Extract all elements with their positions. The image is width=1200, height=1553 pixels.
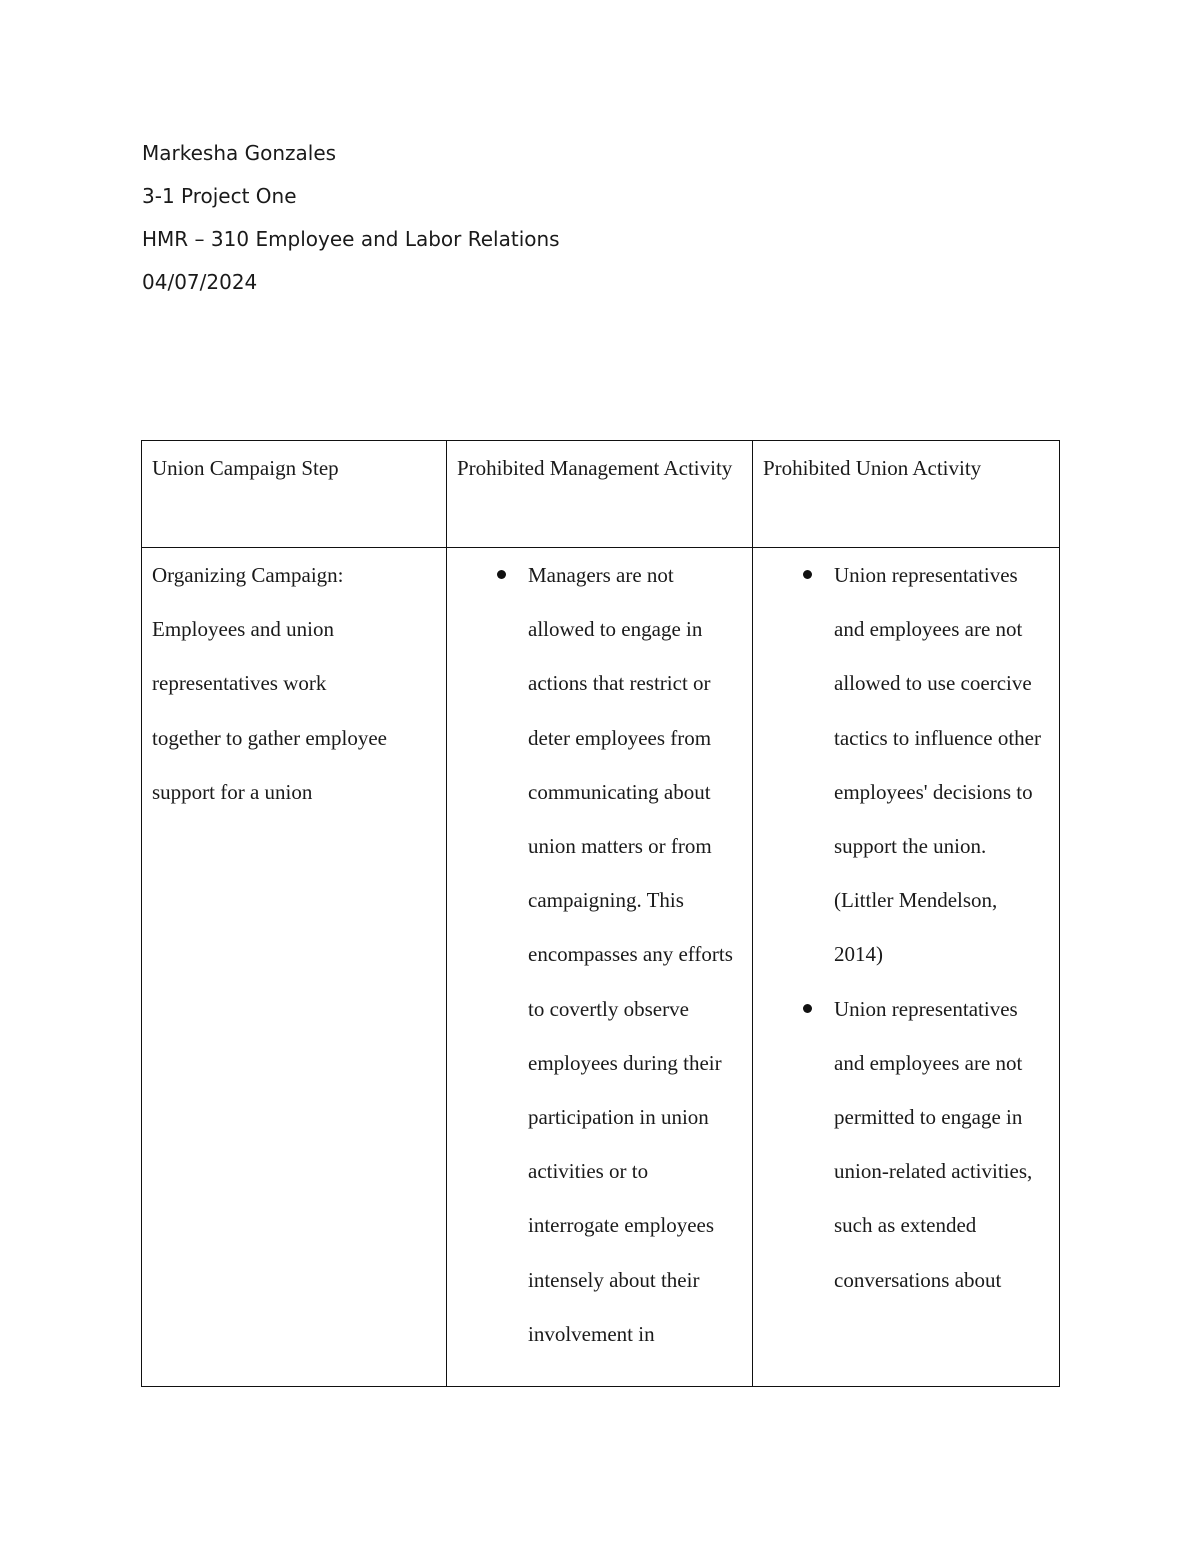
bullet-icon xyxy=(803,570,812,579)
document-header xyxy=(142,138,560,310)
header-cell-union xyxy=(753,441,1060,548)
union-bullet-list xyxy=(763,548,1049,1307)
table-header-row xyxy=(142,441,1060,548)
header-label-union: Prohibited Union Activity xyxy=(763,456,982,480)
author-name: Markesha Gonzales xyxy=(142,141,337,165)
header-label-step: Union Campaign Step xyxy=(152,456,339,480)
union-bullet-text-2: Union representatives and employees are not permitted to engage in union-related activities, such as extended conversations about xyxy=(834,996,1033,1292)
list-item xyxy=(763,982,1049,1307)
assignment-title: 3-1 Project One xyxy=(142,184,297,208)
header-cell-management xyxy=(447,441,753,548)
document-date: 04/07/2024 xyxy=(142,270,258,294)
campaign-table xyxy=(141,440,1060,1387)
management-bullet-list xyxy=(457,548,742,1361)
union-cell xyxy=(753,548,1060,1387)
list-item xyxy=(763,548,1049,982)
header-cell-step xyxy=(142,441,447,548)
table-row xyxy=(142,548,1060,1387)
step-cell xyxy=(142,548,447,1387)
management-cell xyxy=(447,548,753,1387)
bullet-icon xyxy=(803,1004,812,1013)
list-item xyxy=(457,548,742,1361)
course-name: HMR – 310 Employee and Labor Relations xyxy=(142,227,560,251)
header-label-management: Prohibited Management Activity xyxy=(457,456,733,480)
management-bullet-text: Managers are not allowed to engage in actions that restrict or deter employees from communicating about union matters or from campaigning. This encompasses any efforts to covertly observe employees during their participation in union activities or to interrogate employees intensely about their involvement in xyxy=(528,563,733,1346)
step-description: Organizing Campaign: Employees and union representatives work together to gather employee support for a union xyxy=(152,563,387,804)
bullet-icon xyxy=(497,570,506,579)
union-bullet-text-1: Union representatives and employees are not allowed to use coercive tactics to influence other employees' decisions to support the union. (Littler Mendelson, 2014) xyxy=(834,563,1041,967)
